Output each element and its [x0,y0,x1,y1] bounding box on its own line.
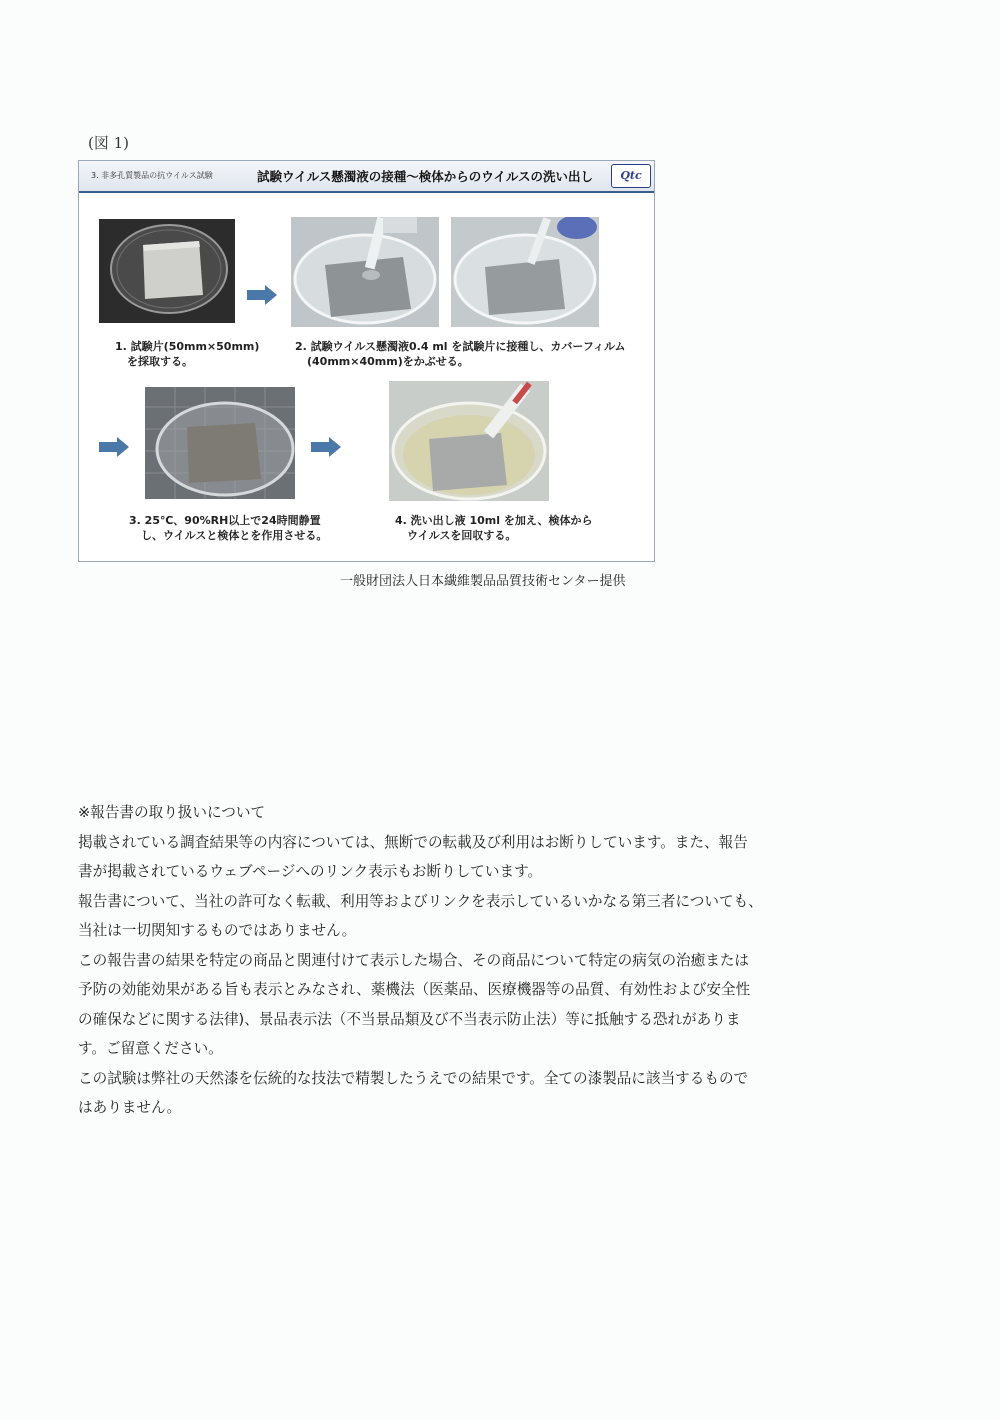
notes-line: 掲載されている調査結果等の内容については、無断での転載及び利用はお断りしています。また、報告 [78,833,748,851]
qtec-logo: Qtc [611,164,651,188]
step-2-text [295,339,626,369]
figure-caption: 一般財団法人日本繊維製品品質技術センター提供 [340,574,626,589]
step-4-text [395,513,593,543]
step-4-line-2: ウイルスを回収する。 [407,529,517,542]
step-1-line-1: 1. 試験片(50mm×50mm) [115,340,260,353]
notes-line: 報告書について、当社の許可なく転載、利用等およびリンクを表示しているいかなる第三者についても、 [78,892,763,910]
arrow-right-icon [247,285,277,305]
notes-line: の確保などに関する法律)、景品表示法（不当景品類及び不当表示防止法）等に抵触する恐れがありま [78,1010,741,1028]
step-4-line-1: 4. 洗い出し液 10ml を加え、検体から [395,514,593,527]
arrow-right-icon [99,437,129,457]
arrow-shape [247,285,277,305]
step-2-line-2: (40mm×40mm)をかぶせる。 [307,355,469,368]
step-3-line-2: し、ウイルスと検体とを作用させる。 [141,529,328,542]
photo-wash-out [389,381,549,501]
slide-title: 試験ウイルス懸濁液の接種～検体からのウイルスの洗い出し [257,169,594,184]
step-3-text [129,513,327,543]
photo-cover-film [451,217,599,327]
photo-incubation [145,387,295,499]
step-1-text [115,339,259,369]
step-1-line-2: を採取する。 [127,355,193,368]
photo-inoculation [291,217,439,327]
slide-header [79,161,654,193]
notes-line: この試験は弊社の天然漆を伝統的な技法で精製したうえでの結果です。全ての漆製品に該当するもので [78,1069,749,1087]
notes-line: この報告書の結果を特定の商品と関連付けて表示した場合、その商品について特定の病気の治癒または [78,951,750,969]
step-2-line-1: 2. 試験ウイルス懸濁液0.4 ml を試験片に接種し、カバーフィルム [295,340,626,353]
photo-specimen [99,219,235,323]
notes-line: 当社は一切関知するものではありません。 [78,922,357,939]
figure-slide [78,160,655,562]
notes-line: 書が掲載されているウェブページへのリンク表示もお断りしています。 [78,863,543,880]
figure-label: (図 1) [88,134,130,152]
arrow-right-icon [311,437,341,457]
notes-line: 予防の効能効果がある旨も表示とみなされ、薬機法（医薬品、医療機器等の品質、有効性および安全性 [78,981,751,998]
notes-line: す。ご留意ください。 [78,1040,223,1057]
notes-heading: ※報告書の取り扱いについて [78,804,266,821]
notes-line: はありません。 [78,1099,182,1116]
report-notes [78,798,868,1123]
slide-subtitle: 3. 非多孔質製品の抗ウイルス試験 [91,171,213,180]
step-3-line-1: 3. 25℃、90%RH以上で24時間静置 [129,514,321,527]
